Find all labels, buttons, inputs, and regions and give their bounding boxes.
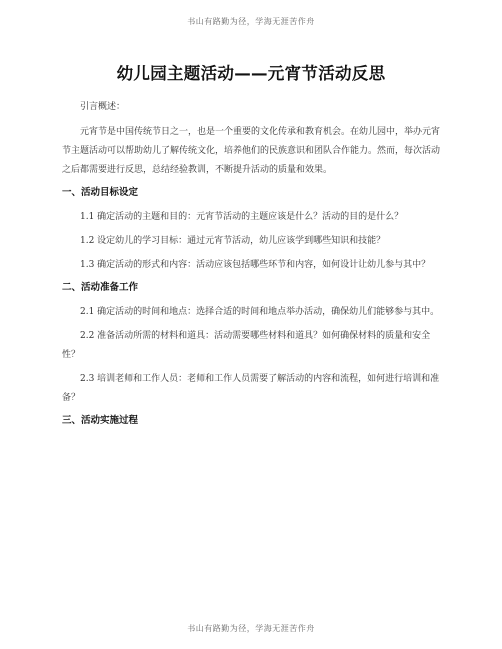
section-1 [62,185,443,275]
section-heading: 二、活动准备工作 [62,282,139,293]
page-header: 书山有路勤为径，学海无涯苦作舟 [187,17,315,26]
intro-paragraph: 元宵节是中国传统节日之一，也是一个重要的文化传承和教育机会。在幼儿园中，举办元宵节主题活动可以帮助幼儿了解传统文化，培养他们的民族意识和团队合作能力。然而，每次活动之后都需要进行反思，总结经验教训，不断提升活动的质量和效果。 [62,127,441,175]
section-item: 1.3 确定活动的形式和内容：活动应该包括哪些环节和内容，如何设计让幼儿参与其中？ [80,260,431,270]
section-item: 2.3 培训老师和工作人员：老师和工作人员需要了解活动的内容和流程，如何进行培训和准备？ [62,374,440,403]
section-item: 2.1 确定活动的时间和地点：选择合适的时间和地点举办活动，确保幼儿们能够参与其中。 [80,307,440,317]
section-item: 1.1 确定活动的主题和目的：元宵节活动的主题应该是什么？活动的目的是什么？ [80,212,404,222]
section-2 [62,280,443,408]
section-heading: 三、活动实施过程 [62,415,139,426]
document-body [62,98,443,436]
document-title: 幼儿园主题活动——元宵节活动反思 [116,64,386,83]
section-heading: 一、活动目标设定 [62,187,139,198]
section-3 [62,413,443,429]
intro-label: 引言概述： [80,102,126,112]
section-item: 1.2 设定幼儿的学习目标：通过元宵节活动，幼儿应该学到哪些知识和技能？ [80,236,386,246]
page-footer: 书山有路勤为径，学海无涯苦作舟 [187,624,315,633]
section-item: 2.2 准备活动所需的材料和道具：活动需要哪些材料和道具？如何确保材料的质量和安全性？ [62,331,431,360]
